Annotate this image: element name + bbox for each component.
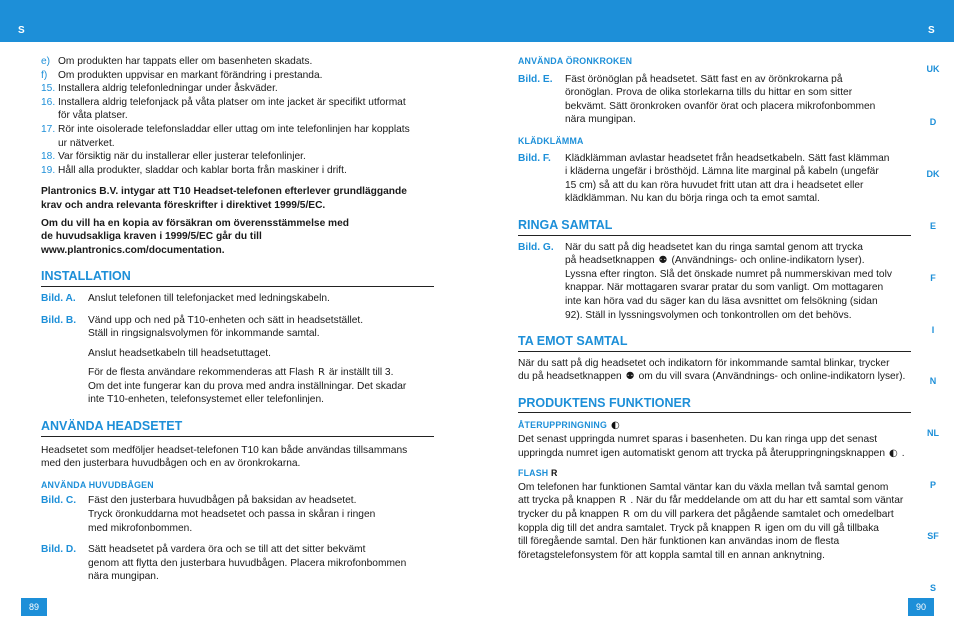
figure-label: Bild. C. [41, 495, 77, 507]
figure-step [518, 152, 911, 166]
subsection-title-text: FLASH [518, 468, 549, 479]
list-text: Håll alla produkter, sladdar och kablar borta från maskiner i drift. [58, 164, 347, 176]
sidebar-lang-i[interactable]: I [931, 325, 935, 335]
sidebar-lang-p[interactable]: P [929, 480, 936, 490]
figure-text: 92). Ställ in lyssningsvolymen och tonkontrollen om det behövs. [565, 309, 852, 321]
paragraph: När du satt på dig headsetet och indikatorn för inkommande samtal blinkar, trycker [518, 357, 890, 369]
sidebar-lang-f[interactable]: F [930, 273, 936, 283]
figure-label: Bild. D. [41, 544, 77, 556]
figure-text-part: För de flesta användare rekommenderas att Flash [88, 367, 314, 379]
header-bar [0, 0, 954, 42]
figure-text: Fäst den justerbara huvudbågen på baksidan av headsetet. [88, 495, 357, 507]
flash-icon: R [619, 495, 627, 507]
list-text: Installera aldrig telefonjack på våta platser om inte jacket är specifikt utformat [58, 96, 406, 108]
paragraph [518, 447, 911, 461]
header-lang-left: S [18, 25, 25, 36]
figure-text: Anslut headsetkabeln till headsetuttaget. [88, 347, 271, 359]
text-part: om du vill svara (Användnings- och online-indikatorn lyser). [638, 371, 906, 383]
figure-label: Bild. G. [518, 241, 554, 253]
figure-text: inte kan höra vad du säger kan du läsa avsnittet om felsökning (sidan [565, 295, 878, 307]
flash-icon: R [622, 509, 630, 521]
list-number: 18. [41, 151, 56, 163]
list-item [41, 150, 434, 164]
paragraph [518, 370, 911, 384]
figure-text: bekvämt. Sätt öronkroken ovanför örat och placera mikrofonbommen [565, 100, 876, 112]
header-lang-right: S [928, 25, 935, 36]
text-part: trycker du på knappen [518, 509, 619, 521]
declaration-text: Plantronics B.V. intygar att T10 Headset-telefonen efterlever grundläggande [41, 186, 407, 198]
headset-button-icon: ⚉ [625, 371, 635, 383]
figure-text: Ställ in ringsignalsvolymen för inkommande samtal. [88, 328, 320, 340]
figure-label: Bild. E. [518, 73, 553, 85]
list-number: 15. [41, 83, 56, 95]
subsection-title-ateruppringning [518, 419, 911, 433]
figure-step [41, 543, 434, 557]
list-number: 17. [41, 123, 56, 135]
flash-icon: R [550, 468, 558, 479]
sidebar-lang-dk[interactable]: DK [926, 169, 940, 179]
sidebar-lang-uk[interactable]: UK [926, 64, 940, 74]
figure-text: Om det inte fungerar kan du prova med andra inställningar. Det skadar [88, 380, 407, 392]
list-number: e) [41, 56, 51, 67]
paragraph: Headsetet som medföljer headset-telefonen T10 kan både användas tillsammans [41, 444, 408, 456]
subsection-title-oronkroken: ANVÄNDA ÖRONKROKEN [518, 56, 633, 66]
text-part: om du vill parkera det pågående samtalet och omedelbart [633, 509, 894, 521]
text-part: . [901, 447, 905, 459]
figure-text: Vänd upp och ned på T10-enheten och sätt in headsetstället. [88, 314, 364, 326]
section-title-installation: INSTALLATION [41, 270, 434, 287]
flash-icon: R [317, 367, 325, 379]
figure-text: Sätt headsetet på vardera öra och se till att det sitter bekvämt [88, 544, 366, 556]
declaration-text: krav och andra relevanta föreskrifter i direktivet 1999/5/EC. [41, 199, 326, 211]
list-item [41, 82, 434, 96]
text-part: . När du får meddelande om att du har ett samtal som väntar [630, 495, 904, 507]
sidebar-lang-nl[interactable]: NL [927, 428, 939, 438]
paragraph [518, 508, 911, 522]
section-title-headset: ANVÄNDA HEADSETET [41, 420, 434, 437]
figure-step [41, 314, 434, 328]
figure-text: nära mungipan. [88, 571, 159, 583]
figure-text: Lyssna efter rington. Slå det önskade numret på nummerskivan med tolv [565, 268, 892, 280]
figure-step [518, 241, 911, 255]
page-number-left: 89 [21, 598, 47, 616]
figure-text: Tryck öronkuddarna mot headsetet och passa in skåran i ringen [88, 509, 376, 521]
text-part: koppla dig till det andra samtalet. Tryck på knappen [518, 522, 751, 534]
section-title-funktioner: PRODUKTENS FUNKTIONER [518, 397, 911, 414]
text-part: uppringda numret igen automatiskt genom att trycka på återuppringningsknappen [518, 447, 885, 459]
text-part: att trycka på knappen [518, 495, 616, 507]
redial-icon: ◐ [888, 447, 898, 459]
paragraph [518, 522, 911, 536]
headset-button-icon: ⚉ [658, 255, 668, 267]
figure-text [41, 366, 434, 380]
figure-text: När du satt på dig headsetet kan du ringa samtal genom att trycka [565, 241, 863, 253]
documentation-text: de huvudsakliga kraven i 1999/5/EC går du till [41, 231, 262, 243]
subsection-title-flash [518, 467, 911, 481]
sidebar-lang-d[interactable]: D [929, 117, 937, 127]
list-text: Om produkten har tappats eller om basenheten skadats. [58, 56, 313, 67]
list-number: f) [41, 69, 48, 81]
list-number: 19. [41, 164, 56, 176]
list-text: Om produkten uppvisar en markant förändring i prestanda. [58, 69, 323, 81]
paragraph: Det senast uppringda numret sparas i basenheten. Du kan ringa upp det senast [518, 434, 878, 446]
paragraph: med den justerbara huvudbågen och en av öronkrokarna. [41, 458, 301, 470]
figure-text: Fäst örönöglan på headsetet. Sätt fast en av örönkrokarna på [565, 73, 843, 85]
list-item [41, 164, 434, 178]
subsection-title-kladklamma: KLÄDKLÄMMA [518, 135, 584, 146]
list-text: Installera aldrig telefonledningar under åskväder. [58, 83, 278, 95]
figure-text: inte T10-enheten, telefonsystemet eller telefonlinjen. [88, 394, 324, 406]
figure-step [41, 292, 434, 306]
paragraph: Om telefonen har funktionen Samtal väntar kan du växla mellan två samtal genom [518, 481, 889, 493]
sidebar-lang-s[interactable]: S [929, 583, 936, 593]
section-title-ringa: RINGA SAMTAL [518, 219, 911, 236]
figure-text: knappar. När mottagaren svarar pratar du som vanligt. Om mottagaren [565, 282, 884, 294]
language-sidebar [923, 55, 943, 595]
sidebar-lang-e[interactable]: E [929, 221, 936, 231]
text-part: igen om du vill gå tillbaka [765, 522, 879, 534]
list-number: 16. [41, 96, 56, 108]
sidebar-lang-n[interactable]: N [929, 376, 937, 386]
right-column [518, 55, 911, 562]
left-column [41, 55, 434, 584]
figure-label: Bild. F. [518, 152, 551, 164]
figure-text [518, 254, 911, 268]
figure-text: Klädklämman avlastar headsetet från headsetkabeln. Sätt fast klämman [565, 152, 890, 164]
figure-text: i kläderna ungefär i brösthöjd. Lämna lite marginal på kabeln (ungefär [565, 166, 879, 178]
documentation-text: Om du vill ha en kopia av försäkran om överensstämmelse med [41, 217, 350, 229]
figure-text-part: på headsetknappen [565, 255, 655, 267]
figure-label: Bild. A. [41, 292, 76, 304]
section-title-ta-emot: TA EMOT SAMTAL [518, 335, 911, 352]
list-item [41, 69, 434, 83]
redial-icon: ◐ [611, 420, 620, 432]
figure-text: nära mungipan. [565, 114, 636, 126]
list-item [41, 55, 434, 69]
page-number-right: 90 [908, 598, 934, 616]
figure-text-part: (Användnings- och online-indikatorn lyser). [671, 255, 865, 267]
figure-label: Bild. B. [41, 314, 77, 326]
figure-text: med mikrofonbommen. [88, 522, 193, 534]
figure-text: 15 cm) så att du kan röra huvudet fritt utan att dra i headsetet eller [565, 179, 864, 191]
figure-text: öronöglan. Prova de olika storlekarna tills du hittar en som sitter [565, 87, 853, 99]
paragraph [518, 494, 911, 508]
figure-text: Anslut telefonen till telefonjacket med ledningskabeln. [88, 292, 330, 304]
figure-text: genom att flytta den justerbara huvudbågen. Placera mikrofonbommen [88, 557, 407, 569]
text-part: du på headsetknappen [518, 371, 622, 383]
flash-icon: R [754, 522, 762, 534]
list-text: Var försiktig när du installerar eller justerar telefonlinjer. [58, 151, 306, 163]
list-item [41, 96, 434, 110]
figure-step [41, 494, 434, 508]
documentation-link[interactable]: www.plantronics.com/documentation. [41, 244, 225, 256]
paragraph: företagstelefonsystem för att koppla samtal till en annan anknytning. [518, 549, 825, 561]
list-item-continuation: ur nätverket. [58, 137, 115, 149]
subsection-title-text: ÅTERUPPRINGNING [518, 420, 608, 431]
figure-text-part: är inställt till 3. [328, 367, 394, 379]
figure-text: klädklämman. Nu kan du börja ringa och ta emot samtal. [565, 193, 820, 205]
sidebar-lang-sf[interactable]: SF [927, 531, 939, 541]
subsection-title-huvudbagen: ANVÄNDA HUVUDBÅGEN [41, 479, 154, 490]
figure-step [518, 73, 911, 87]
list-item [41, 123, 434, 137]
paragraph: till föregående samtal. Den här funktionen kan användas inom de flesta [518, 536, 840, 548]
list-item-continuation: för våta platser. [58, 110, 128, 122]
list-text: Rör inte oisolerade telefonsladdar eller uttag om inte telefonlinjen har kopplats [58, 123, 410, 135]
